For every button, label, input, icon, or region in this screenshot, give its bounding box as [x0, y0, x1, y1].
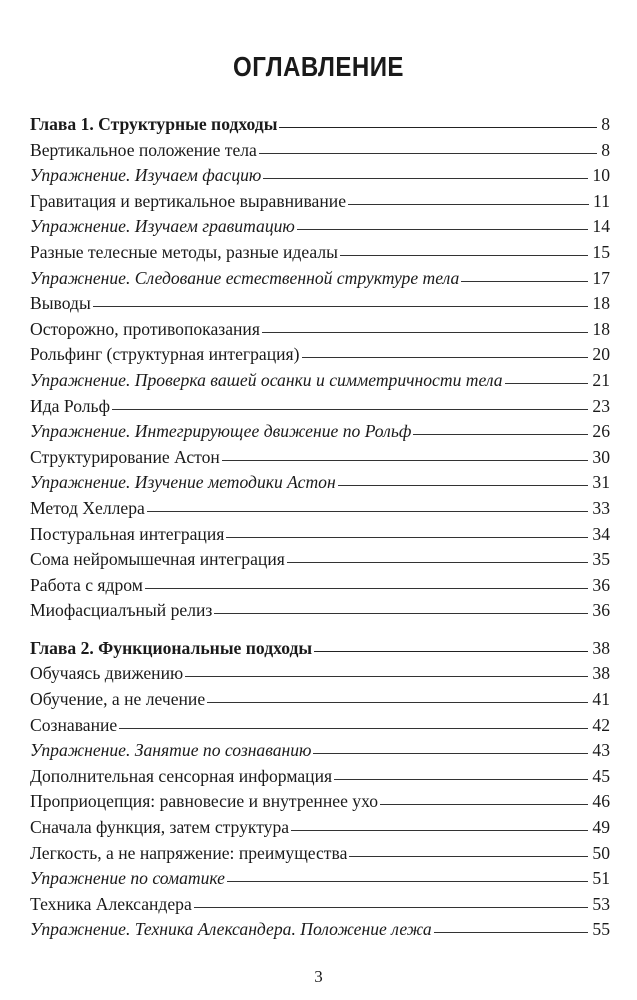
toc-entry-title: Вертикальное положение тела	[30, 139, 257, 160]
toc-page-number: 20	[592, 344, 610, 365]
toc-page-number: 42	[592, 714, 610, 735]
toc-page-number: 51	[592, 868, 610, 889]
toc-entry-title: Упражнение по соматике	[30, 868, 225, 889]
dotted-leader	[259, 153, 597, 154]
toc-section-entry[interactable]	[30, 661, 610, 687]
chapter-section	[30, 636, 610, 943]
toc-page-number: 50	[592, 842, 610, 863]
toc-section-entry[interactable]	[30, 713, 610, 739]
toc-section-entry[interactable]	[30, 189, 610, 215]
chapter-section	[30, 112, 610, 624]
dotted-leader	[413, 434, 588, 435]
toc-exercise-entry[interactable]	[30, 738, 610, 764]
toc-page-number: 38	[592, 637, 610, 658]
dotted-leader	[119, 728, 588, 729]
dotted-leader	[226, 537, 588, 538]
toc-section-entry[interactable]	[30, 445, 610, 471]
toc-section-entry[interactable]	[30, 496, 610, 522]
toc-page-number: 53	[592, 893, 610, 914]
toc-page-number: 33	[592, 497, 610, 518]
toc-entry-title: Техника Александера	[30, 893, 192, 914]
page-title: ОГЛАВЛЕНИЕ	[233, 50, 404, 82]
toc-page-number: 21	[592, 369, 610, 390]
toc-section-entry[interactable]	[30, 342, 610, 368]
toc-entry-title: Миофасциалъный релиз	[30, 600, 213, 621]
dotted-leader	[222, 460, 589, 461]
toc-exercise-entry[interactable]	[30, 917, 610, 943]
toc-page-number: 11	[593, 190, 610, 211]
dotted-leader	[287, 562, 589, 563]
dotted-leader	[279, 127, 597, 128]
dotted-leader	[302, 357, 589, 358]
toc-page-number: 41	[592, 689, 610, 710]
toc-entry-title: Дополнительная сенсорная информация	[30, 765, 333, 786]
toc-entry-title: Разные телесные методы, разные идеалы	[30, 241, 338, 262]
toc-section-entry[interactable]	[30, 598, 610, 624]
toc-entry-title: Ида Рольф	[30, 395, 110, 416]
toc-page-number: 8	[601, 114, 610, 134]
dotted-leader	[297, 229, 589, 230]
dotted-leader	[338, 485, 589, 486]
dotted-leader	[380, 804, 588, 805]
toc-page-number: 43	[592, 740, 610, 761]
toc-section-entry[interactable]	[30, 240, 610, 266]
dotted-leader	[207, 702, 588, 703]
toc-entry-title: Обучение, а не лечение	[30, 689, 206, 710]
toc-entry-title: Структурирование Астон	[30, 446, 220, 467]
toc-exercise-entry[interactable]	[30, 419, 610, 445]
toc-exercise-entry[interactable]	[30, 866, 610, 892]
toc-entry-title: Глава 1. Структурные подходы	[30, 114, 278, 134]
toc-entry-title: Гравитация и вертикальное выравнивание	[30, 190, 346, 211]
toc-section-entry[interactable]	[30, 394, 610, 420]
toc-entry-title: Сома нейромышечная интеграция	[30, 549, 285, 570]
toc-page-number: 38	[592, 663, 610, 684]
page-number: 3	[314, 967, 323, 986]
toc-entry-title: Сначала функция, затем структура	[30, 817, 290, 838]
chapter-heading[interactable]	[30, 636, 610, 662]
toc-page-number: 55	[592, 919, 610, 940]
toc-section-entry[interactable]	[30, 522, 610, 548]
toc-exercise-entry[interactable]	[30, 214, 610, 240]
dotted-leader	[185, 676, 588, 677]
chapter-heading[interactable]	[30, 112, 610, 138]
toc-entry-title: Рольфинг (структурная интеграция)	[30, 344, 300, 365]
toc-page-number: 31	[592, 472, 610, 493]
toc-entry-title: Упражнение. Интегрирующее движение по Рольф	[30, 421, 412, 442]
dotted-leader	[434, 932, 589, 933]
toc-entry-title: Выводы	[30, 293, 91, 314]
toc-section-entry[interactable]	[30, 687, 610, 713]
dotted-leader	[349, 856, 588, 857]
toc-section-entry[interactable]	[30, 547, 610, 573]
toc-page-number: 18	[592, 293, 610, 314]
toc-entry-title: Осторожно, противопоказания	[30, 318, 260, 339]
toc-section-entry[interactable]	[30, 138, 610, 164]
toc-page-number: 34	[592, 523, 610, 544]
toc-entry-title: Упражнение. Изучаем фасцию	[30, 165, 262, 186]
toc-section-entry[interactable]	[30, 317, 610, 343]
dotted-leader	[291, 830, 588, 831]
dotted-leader	[145, 588, 589, 589]
toc-exercise-entry[interactable]	[30, 266, 610, 292]
toc-section-entry[interactable]	[30, 573, 610, 599]
toc-page-number: 45	[592, 765, 610, 786]
toc-entry-title: Сознавание	[30, 714, 118, 735]
toc-exercise-entry[interactable]	[30, 163, 610, 189]
toc-exercise-entry[interactable]	[30, 368, 610, 394]
toc-entry-title: Упражнение. Занятие по сознаванию	[30, 740, 312, 761]
toc-entry-title: Глава 2. Функциональные подходы	[30, 637, 313, 658]
toc-page-number: 15	[592, 241, 610, 262]
dotted-leader	[340, 255, 588, 256]
toc-page-number: 26	[592, 421, 610, 442]
dotted-leader	[313, 753, 588, 754]
toc-page-number: 23	[592, 395, 610, 416]
toc-page-number: 10	[592, 165, 610, 186]
toc-page-number: 30	[592, 446, 610, 467]
toc-entry-title: Упражнение. Проверка вашей осанки и симметричности тела	[30, 369, 503, 390]
toc-page-number: 8	[601, 139, 610, 160]
toc-page-number: 36	[592, 574, 610, 595]
toc-entry-title: Легкость, а не напряжение: преимущества	[30, 842, 348, 863]
dotted-leader	[112, 409, 588, 410]
toc-section-entry[interactable]	[30, 291, 610, 317]
dotted-leader	[147, 511, 589, 512]
toc-section-entry[interactable]	[30, 841, 610, 867]
dotted-leader	[461, 281, 588, 282]
toc-page-number: 18	[592, 318, 610, 339]
toc-page-number: 35	[592, 549, 610, 570]
dotted-leader	[227, 881, 588, 882]
dotted-leader	[263, 178, 588, 179]
toc-entry-title: Обучаясь движению	[30, 663, 184, 684]
toc-entry-title: Метод Хеллера	[30, 497, 145, 518]
toc-section-entry[interactable]	[30, 764, 610, 790]
dotted-leader	[214, 613, 588, 614]
toc-entry-title: Работа с ядром	[30, 574, 143, 595]
toc-entry-title: Упражнение. Изучение методики Астон	[30, 472, 336, 493]
toc-page-number: 49	[592, 817, 610, 838]
toc-page-number: 17	[592, 267, 610, 288]
dotted-leader	[194, 907, 589, 908]
toc-section-entry[interactable]	[30, 789, 610, 815]
toc-entry-title: Постуральная интеграция	[30, 523, 225, 544]
toc-entry-title: Проприоцепция: равновесие и внутреннее ухо	[30, 791, 378, 812]
toc-page-number: 46	[592, 791, 610, 812]
dotted-leader	[314, 651, 588, 652]
toc-page-number: 14	[592, 216, 610, 237]
toc-page-number: 36	[592, 600, 610, 621]
dotted-leader	[93, 306, 589, 307]
toc-entry-title: Упражнение. Изучаем гравитацию	[30, 216, 295, 237]
dotted-leader	[262, 332, 588, 333]
toc-exercise-entry[interactable]	[30, 470, 610, 496]
toc-section-entry[interactable]	[30, 815, 610, 841]
toc-section-entry[interactable]	[30, 892, 610, 918]
table-of-contents	[30, 112, 610, 943]
dotted-leader	[505, 383, 589, 384]
toc-entry-title: Упражнение. Следование естественной структуре тела	[30, 267, 460, 288]
dotted-leader	[334, 779, 588, 780]
toc-entry-title: Упражнение. Техника Александера. Положение лежа	[30, 919, 432, 940]
dotted-leader	[348, 204, 589, 205]
